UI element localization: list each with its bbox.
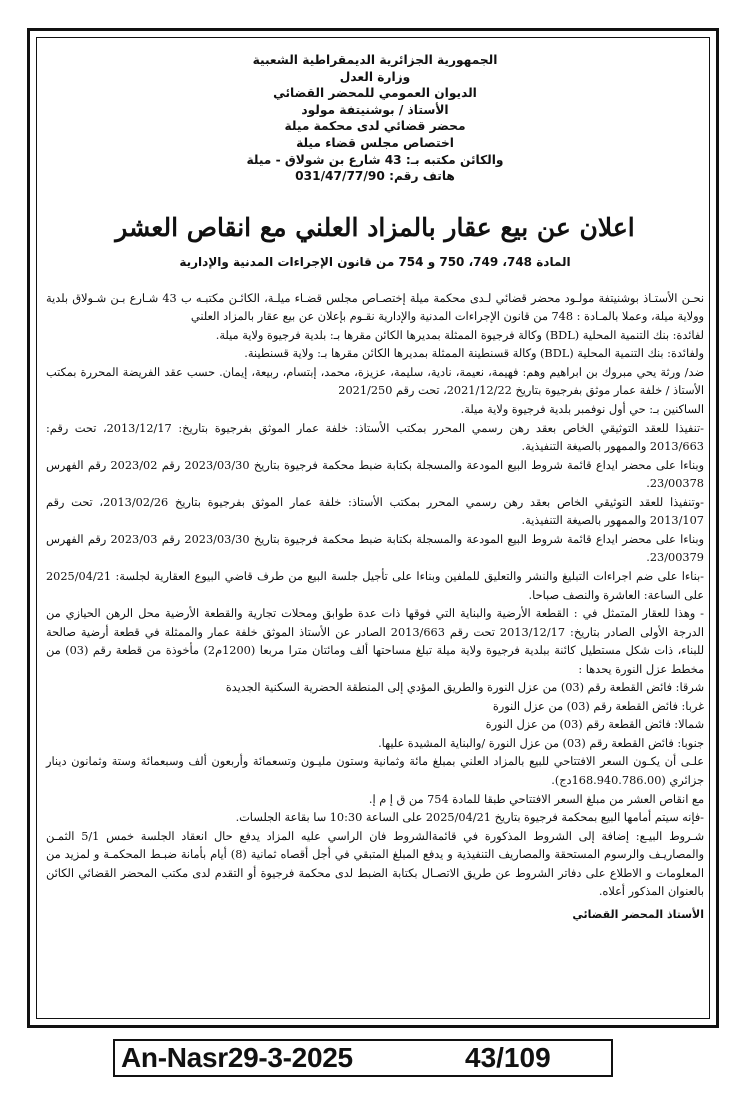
signature: الأستاذ المحضر القضائي [572, 907, 704, 921]
body-paragraph: -فإنه سيتم أمامها البيع بمحكمة فرجيوة بتاريخ 2025/04/21 على الساعة 10:30 سا بقاعة الجلسات. [235, 811, 704, 825]
body-paragraph: شـروط البيـع: إضافة إلى الشروط المذكورة في قائمةالشروط فان الراسي عليه المزاد يدفع حال انعقاد الجلسة خمس 5/1 الثمـن والمصاريـف والرسوم المستحقة والمصاريف التنفيذية و يدفع المبلغ المتبقي في أجل أقصاه ثمانية (8) أيام بأمانة ضبـط المحكمـة و لمزيد من المعلومات و الاطلاع على دفاتر الشروط عن طريق الاتصـال بكتابة الضبط لدى محكمة فرجيوة أو التقدم لدى مكتب المحضر القضائي الكائن بالعنوان المذكور أعلاه. [46, 829, 704, 899]
body-paragraph: وبناءا على محضر ايداع قائمة شروط البيع المودعة والمسجلة بكتابة ضبط محكمة فرجيوة بتاريخ 2023/03/30 رقم 2023/02 رقم الفهرس 23/00378. [46, 458, 704, 491]
body-paragraph: مع انقاص العشر من مبلغ السعر الافتتاحي طبقا للمادة 754 من ق إ م إ. [368, 792, 704, 806]
publication-date: 29-3-2025 [227, 1042, 353, 1073]
announcement-title: اعلان عن بيع عقار بالمزاد العلني مع انقاص العشر [115, 212, 635, 242]
header-line: الأستاذ / بوشنيتفة مولود [301, 102, 449, 117]
publication-footer [113, 1039, 613, 1077]
body-paragraph: ضد/ ورثة يحي مبروك بن ابراهيم وهم: فهيمة، نعيمة، نادية، سليمة، عزيزة، محمد، إبتسام، ربيعة، إيمان. حسب عقد الفريضة المحررة بمكتب الأستاذ / خلفة عمار موثق بفرجيوة بتاريخ 2021/12/22، تحت رقم 2021/250 [46, 365, 704, 398]
header-line: محضر قضائي لدى محكمة ميلة [284, 119, 466, 134]
body-paragraph: - وهذا للعقار المتمثل في : القطعة الأرضية والبناية التي فوقها ذات عدة طوابق ومحلات تجارية والقطعة الأرضية محل الرهن الحيازي من الدرجة الأولى الصادر بتاريخ: 2013/12/17 تحت رقم 2013/663 الصادر عن الأستاذ الموثق خلفة عمار والممثلة في قطعة أرضية صالحة للبناء، ذات شكل مستطيل كائنة ببلدية فرجيوة ولاية ميلة تبلغ مساحتها ألف ومائتان مترا مربعا (1200م2) مأخوذة من قطعة رقم (03) من مخطط عزل النورة يحدها : [46, 607, 705, 676]
publication-info [121, 1041, 353, 1075]
header-line: هاتف رقم: 031/47/77/90 [295, 169, 455, 184]
header-line: الجمهورية الجزائرية الديمقراطية الشعبية [252, 53, 498, 67]
body-paragraph: -تنفيذا للعقد التوثيقي الخاص بعقد رهن رسمي المحرر بمكتب الأستاذ: خلفة عمار الموثق بفرجيوة بتاريخ: 2013/12/17، تحت رقم: 2013/663 والممهور بالصيغة التنفيذية. [46, 421, 704, 454]
body-paragraph: -بناءا على ضم اجراءات التبليغ والنشر والتعليق للملفين وبناءا على تأجيل جلسة البيع من طرف قاضي البيوع العقارية لجلسة: 2025/04/21 على الساعة: العاشرة والنصف صباحا. [46, 569, 704, 602]
header-line: الديوان العمومي للمحضر القضائي [273, 86, 477, 101]
body-paragraph: لفائدة: بنك التنمية المحلية (BDL) وكالة فرجيوة الممثلة بمديرها الكائن مقرها بـ: بلدية فرجيوة ولاية ميلة. [215, 328, 704, 342]
body-paragraph: شرقا: فائض القطعة رقم (03) من عزل النورة والطريق المؤدي إلى المنطقة الحضرية السكنية الجديدة [225, 681, 704, 695]
announcement [46, 46, 704, 1020]
legal-reference: المادة 748، 749، 750 و 754 من قانون الإجراءات المدنية والإدارية [179, 254, 571, 269]
ad-number: 43/109 [465, 1042, 551, 1073]
body-paragraph: ولفائدة: بنك التنمية المحلية (BDL) وكالة قسنطينة الممثلة بمديرها الكائن مقرها بـ: ولاية قسنطينة. [244, 347, 704, 361]
body-paragraph: الساكنين بـ: حي أول نوفمبر بلدية فرجيوة ولاية ميلة. [460, 403, 704, 417]
body-paragraph: نحـن الأستـاذ بوشنيتفة مولـود محضر قضائي لـدى محكمة ميلة إختصـاص مجلس قضـاء ميلـة، الكائـن مكتبـه ب 43 شـارع بـن شـولاق بلدية وولاية ميلة، وعملا بالمـادة : 748 من قانون الإجراءات المدنية والإدارية نقـوم بإعلان عن بيع عقار بالمزاد العلني [46, 291, 704, 324]
body-paragraph: شمالا: فائض القطعة رقم (03) من عزل النورة [485, 718, 704, 732]
header-line: وزارة العدل [339, 69, 411, 84]
body-paragraph: جنوبا: فائض القطعة رقم (03) من عزل النورة /والبناية المشيدة عليها. [378, 736, 704, 750]
announcement-body [46, 290, 704, 902]
letterhead [46, 52, 704, 185]
body-paragraph: علـى أن يكـون السعر الافتتاحي للبيع بالمزاد العلني بمبلغ مائة وثمانية وستون مليـون وتسعمائة وأربعون ألف وسبعمائة وستة وثمانون دينار جزائري (168.940.786.00دج). [46, 755, 704, 787]
header-line: اختصاص مجلس قضاء ميلة [296, 135, 454, 150]
body-paragraph: غربا: فائض القطعة رقم (03) من عزل النورة [492, 699, 704, 713]
header-line: والكائن مكتبه بـ: 43 شارع بن شولاق - ميلة [246, 152, 504, 167]
publication-name: An-Nasr [121, 1042, 228, 1073]
body-paragraph: وبناءا على محضر ايداع قائمة شروط البيع المودعة والمسجلة بكتابة ضبط محكمة فرجيوة بتاريخ 2023/03/30 رقم 2023/03 رقم الفهرس 23/00379. [46, 532, 704, 565]
body-paragraph: -وتنفيذا للعقد التوثيقي الخاص بعقد رهن رسمي المحرر بمكتب الأستاذ: خلفة عمار الموثق بفرجيوة بتاريخ 2013/02/26، تحت رقم 2013/107 والممهور بالصيغة التنفيذية. [46, 495, 705, 528]
